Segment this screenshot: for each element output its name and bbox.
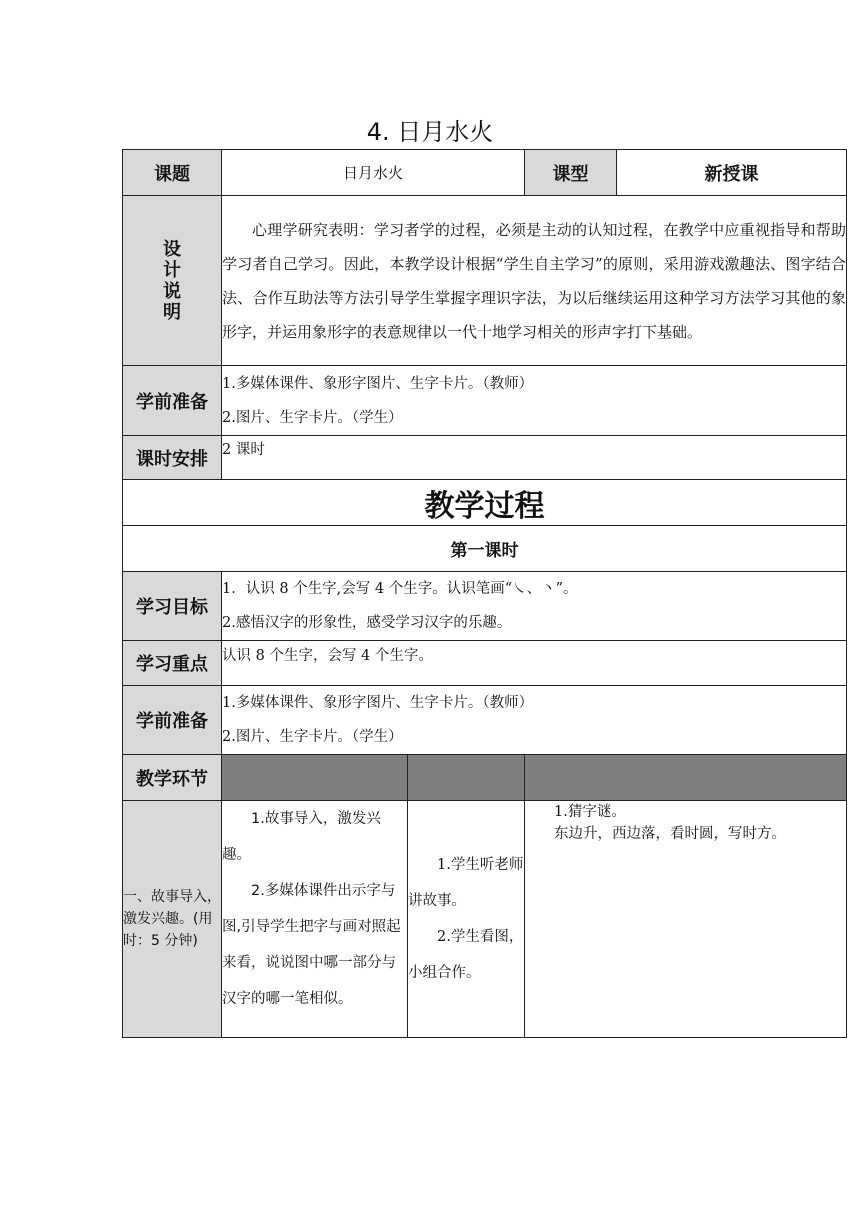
prep-content-1: [222, 366, 847, 436]
type-label: 课型: [525, 150, 617, 196]
note-line: 1.猜字谜。: [554, 804, 626, 820]
header-row: [123, 150, 847, 196]
lesson-plan-table: [122, 149, 847, 1038]
goals-row: [123, 572, 847, 641]
design-row: [123, 196, 847, 366]
type-value: 新授课: [617, 150, 847, 196]
goals-content: [222, 572, 847, 641]
note-line: 东边升，西边落，看时圆，写时方。: [554, 826, 787, 842]
steps-header-cell: [525, 755, 847, 801]
goal-line: 1．认识 8 个生字,会写 4 个生字。认识笔画“㇏、丶”。: [222, 581, 578, 597]
prep-label-1: 学前准备: [123, 366, 222, 436]
schedule-content: [222, 436, 847, 480]
prep-row-1: [123, 366, 847, 436]
document-title: 4. 日月水火: [366, 118, 494, 146]
steps-header-cell: [408, 755, 525, 801]
steps-header-cell: [222, 755, 408, 801]
schedule-value: 2 课时: [222, 442, 265, 458]
student-step: 2.学生看图，小组合作。: [408, 929, 524, 981]
lesson-title-row: [123, 526, 847, 572]
prep-row-2: [123, 686, 847, 755]
topic-value: 日月水火: [222, 150, 525, 196]
schedule-label: 课时安排: [123, 436, 222, 480]
stage-row-1: [123, 801, 847, 1038]
prep-line: 1.多媒体课件、象形字图片、生字卡片。（教师）: [222, 375, 534, 392]
prep-line: 1.多媒体课件、象形字图片、生字卡片。（教师）: [222, 695, 534, 711]
stage-notes: [525, 801, 847, 1038]
teacher-step: 1.故事导入，激发兴趣。: [222, 811, 381, 863]
teacher-step: 2.多媒体课件出示字与图,引导学生把字与画对照起来看，说说图中哪一部分与汉字的哪一笔相似。: [222, 883, 401, 1007]
steps-header-row: [123, 755, 847, 801]
prep-line: 2.图片、生字卡片。（学生）: [222, 409, 403, 426]
design-text: 心理学研究表明：学习者学的过程，必须是主动的认知过程，在教学中应重视指导和帮助学习者自己学习。因此，本教学设计根据“学生自主学习”的原则，采用游戏激趣法、图字结合法、合作互助法等方法引导学生掌握字理识字法，为以后继续运用这种学习方法学习其他的象形字，并运用象形字的表意规律以一代十地学习相关的形声字打下基础。: [222, 196, 847, 366]
schedule-row: [123, 436, 847, 480]
prep-content-2: [222, 686, 847, 755]
design-label-char: 计: [163, 259, 181, 281]
stage-teacher-activity: [222, 801, 408, 1038]
design-label: [123, 196, 222, 366]
prep-line: 2.图片、生字卡片。（学生）: [222, 729, 403, 745]
stage-student-activity: [408, 801, 525, 1038]
stage-name: 一、故事导入，激发兴趣。(用时：5 分钟): [123, 801, 222, 1038]
steps-label: 教学环节: [123, 755, 222, 801]
process-title-row: [123, 480, 847, 526]
focus-label: 学习重点: [123, 641, 222, 686]
design-label-char: 明: [163, 301, 181, 323]
student-step: 1.学生听老师讲故事。: [408, 857, 524, 909]
design-label-char: 说: [163, 280, 181, 302]
goal-line: 2.感悟汉字的形象性，感受学习汉字的乐趣。: [222, 615, 512, 631]
goals-label: 学习目标: [123, 572, 222, 641]
design-label-char: 设: [163, 238, 181, 260]
focus-content: [222, 641, 847, 686]
topic-label: 课题: [123, 150, 222, 196]
lesson-title: 第一课时: [123, 526, 847, 572]
process-title: 教学过程: [123, 480, 847, 526]
prep-label-2: 学前准备: [123, 686, 222, 755]
focus-row: [123, 641, 847, 686]
focus-value: 认识 8 个生字，会写 4 个生字。: [222, 648, 433, 664]
